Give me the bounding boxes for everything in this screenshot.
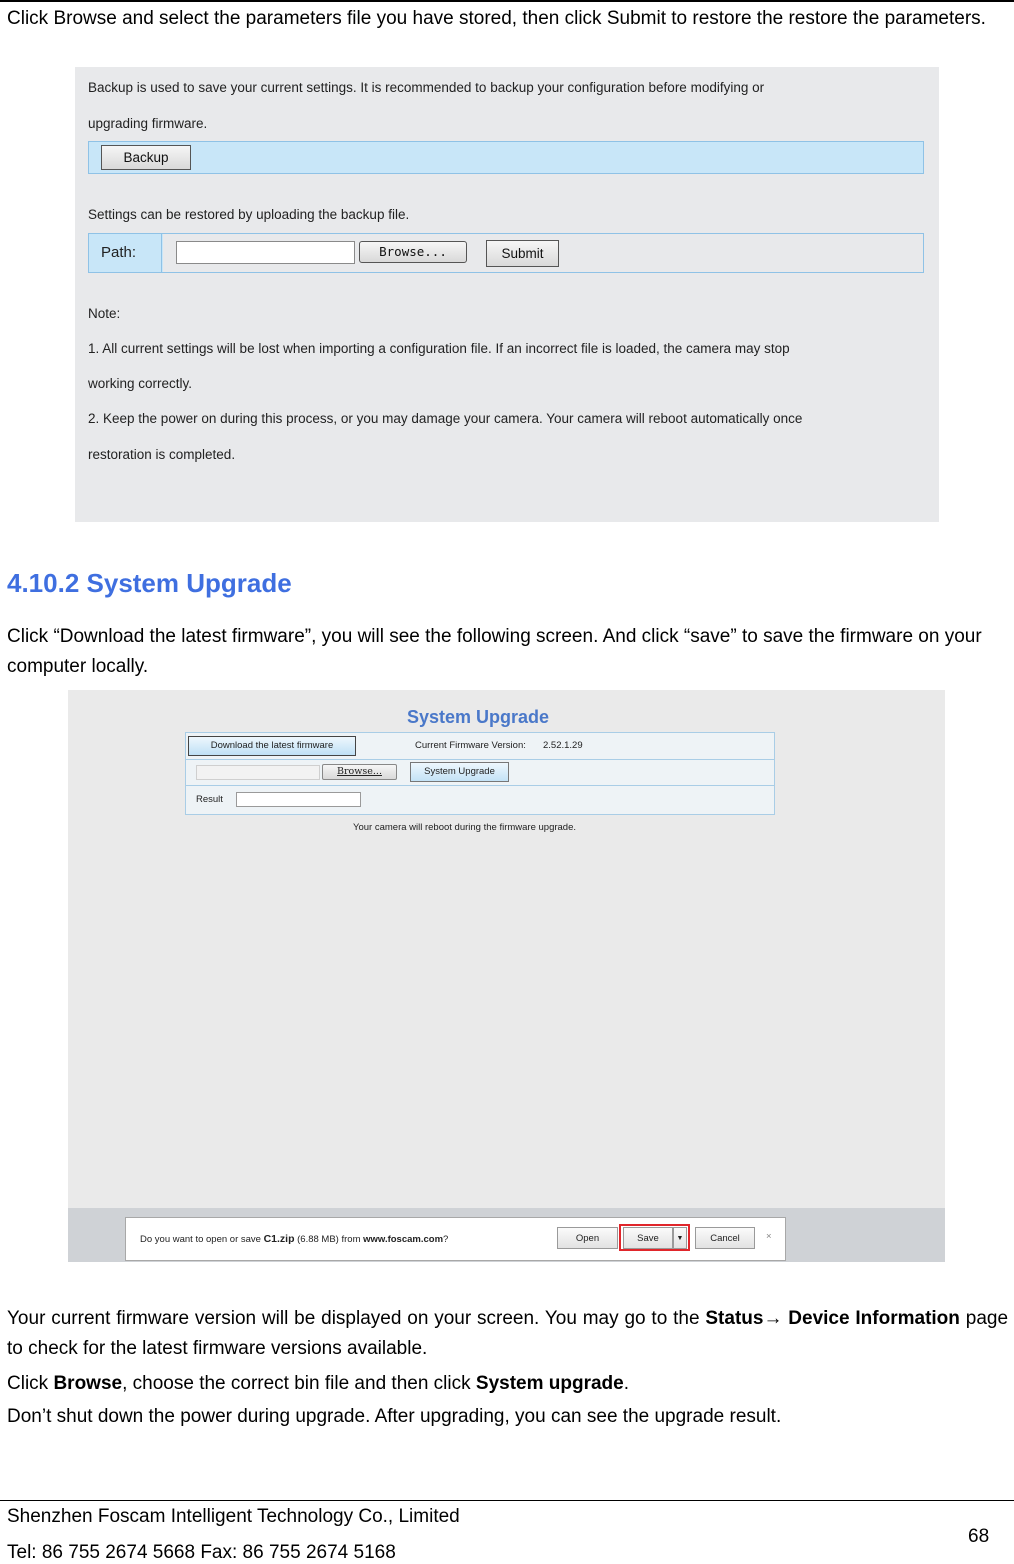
footer-company: Shenzhen Foscam Intelligent Technology Co., Limited: [7, 1506, 460, 1527]
backup-restore-screenshot: [75, 67, 939, 522]
download-prompt-text: Do you want to open or save: [140, 1234, 261, 1245]
section-paragraph: Click “Download the latest firmware”, you will see the following screen. And click “save” to save the firmware on your computer locally.: [7, 626, 982, 677]
download-firmware-button[interactable]: Download the latest firmware: [188, 736, 356, 756]
section-heading: 4.10.2 System Upgrade: [7, 568, 292, 598]
path-bar: [88, 233, 924, 273]
status-term: Status: [705, 1308, 764, 1329]
note2-line1: 2. Keep the power on during this process, or you may damage your camera. Your camera will reboot automatically once: [88, 411, 803, 426]
browse-term: Browse: [53, 1373, 123, 1394]
current-version-value: 2.52.1.29: [543, 740, 583, 751]
result-field: [236, 792, 361, 807]
download-prompt: [140, 1233, 448, 1245]
browse-instruction: [7, 1369, 1008, 1399]
system-upgrade-button[interactable]: System Upgrade: [410, 762, 509, 782]
path-label: Path:: [89, 234, 162, 272]
backup-button[interactable]: Backup: [101, 145, 191, 170]
reboot-note: Your camera will reboot during the firmware upgrade.: [353, 822, 577, 833]
download-file-name: C1.zip: [263, 1233, 295, 1245]
save-button[interactable]: Save: [623, 1227, 673, 1249]
close-icon[interactable]: ×: [766, 1231, 772, 1242]
save-dropdown-icon[interactable]: ▼: [673, 1227, 687, 1249]
device-information-term: Device Information: [788, 1308, 960, 1329]
download-site: www.foscam.com: [363, 1234, 444, 1245]
page-number: 68: [968, 1526, 990, 1547]
open-button[interactable]: Open: [557, 1227, 618, 1249]
upgrade-panel: [185, 732, 775, 815]
download-question-mark: ?: [443, 1234, 449, 1245]
current-version-label: Current Firmware Version:: [415, 740, 526, 751]
intro-paragraph: Click Browse and select the parameters file you have stored, then click Submit to restore the restore the parameters.: [7, 8, 986, 29]
firmware-browse-button[interactable]: Browse...: [322, 764, 397, 780]
note2-line2: restoration is completed.: [88, 447, 236, 462]
arrow-icon: →: [763, 1308, 783, 1329]
note-label: Note:: [88, 306, 121, 321]
system-upgrade-term: System upgrade: [475, 1373, 624, 1394]
result-label: Result: [196, 794, 223, 805]
backup-bar: [88, 141, 924, 174]
version-paragraph: [7, 1304, 1008, 1364]
cancel-button[interactable]: Cancel: [695, 1227, 755, 1249]
download-row: [186, 733, 774, 760]
upload-row: [186, 760, 774, 786]
note1-line1: 1. All current settings will be lost when importing a configuration file. If an incorrect file is loaded, the camera may stop: [88, 341, 790, 356]
restore-description: Settings can be restored by uploading the backup file.: [88, 207, 410, 222]
footer-contact: Tel: 86 755 2674 5668 Fax: 86 755 2674 5168: [7, 1542, 396, 1563]
browse-text-end: .: [623, 1373, 630, 1394]
upgrade-title: System Upgrade: [406, 707, 550, 727]
download-file-size: (6.88 MB) from: [297, 1234, 361, 1245]
backup-description-line1: Backup is used to save your current settings. It is recommended to backup your configuration before modifying or: [88, 80, 765, 95]
browse-text-mid: , choose the correct bin file and then click: [122, 1373, 471, 1394]
path-input[interactable]: [176, 241, 355, 264]
version-text-end: page to check for the latest firmware versions available.: [7, 1308, 1009, 1359]
backup-description-line2: upgrading firmware.: [88, 116, 208, 131]
browse-text: Click: [7, 1373, 49, 1394]
browse-button[interactable]: Browse...: [359, 241, 467, 263]
footer-rule: [0, 1500, 1014, 1501]
firmware-file-input[interactable]: [196, 765, 320, 780]
note1-line2: working correctly.: [88, 376, 193, 391]
result-row: [186, 786, 774, 814]
submit-button[interactable]: Submit: [486, 240, 559, 267]
download-notification-bar: [125, 1217, 786, 1261]
power-warning: Don’t shut down the power during upgrade. After upgrading, you can see the upgrade result.: [7, 1406, 782, 1427]
top-rule: [0, 0, 1014, 2]
system-upgrade-screenshot: [68, 690, 945, 1262]
version-text: Your current firmware version will be displayed on your screen. You may go to the: [7, 1308, 700, 1329]
